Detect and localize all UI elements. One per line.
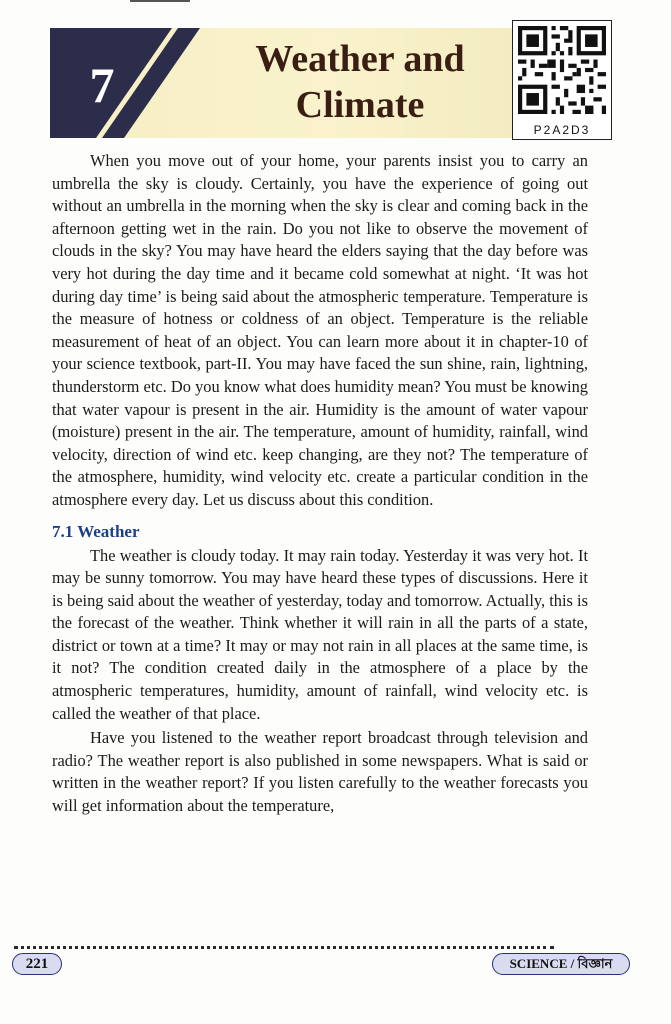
top-edge-mark	[130, 0, 190, 2]
section-heading-weather: 7.1 Weather	[52, 521, 140, 541]
chapter-title-line1: Weather and	[255, 38, 465, 80]
chapter-number: 7	[89, 57, 115, 113]
intro-paragraph: When you move out of your home, your parents insist you to carry an umbrella the sky is cloudy. Certainly, you have the experience of going out without an umbrella in the morning when the sky is clear and coming back in the afternoon getting wet in the rain. Do you not like to observe the movement of clouds in the sky? You may have heard the elders saying that the day before was very hot during the day time and it became cold somewhat at night. ‘It was hot during day time’ is being said about the atmospheric temperature. Temperature is the measure of hotness or coldness of an object. Temperature is the reliable measurement of heat of an object. You can learn more about it in chapter-10 of your science textbook, part-II. You may have faced the sun shine, rain, lightning, thunderstorm etc. Do you know what does humidity mean? You must be knowing that water vapour is present in the air. Humidity is the amount of water vapour (moisture) present in the air. The temperature, amount of humidity, rainfall, wind velocity, direction of wind etc. keep changing, are they not? The temperature of the atmosphere, humidity, wind velocity etc. create a particular condition in the atmosphere every day. Let us discuss about this condition.	[52, 151, 588, 509]
chapter-content	[52, 150, 588, 818]
page-number-badge: 221	[12, 953, 62, 975]
qr-code-icon	[518, 26, 606, 114]
weather-paragraph-2: Have you listened to the weather report broadcast through television and radio? The weather report is also published in some newspapers. What is said or written in the weather report? If you listen carefully to the weather forecasts you will get information about the temperature,	[52, 728, 588, 816]
chapter-header	[50, 28, 520, 138]
subject-badge: SCIENCE / বিজ্ঞান	[492, 953, 630, 975]
weather-paragraph-1: The weather is cloudy today. It may rain today. Yesterday it was very hot. It may be sunny tomorrow. You may have heard these types of discussions. Here it is being said about the weather of yesterday, today and tomorrow. Actually, this is the forecast of the weather. Think whether it will rain in all the parts of a state, district or town at a time? It may or may not rain in all places at the same time, is it not? The condition created daily in the atmosphere of a place by the atmospheric temperatures, humidity, amount of rainfall, wind velocity etc. is called the weather of that place.	[52, 545, 588, 723]
chapter-title-line2: Climate	[295, 84, 425, 126]
chapter-title	[220, 36, 500, 128]
qr-code[interactable]	[512, 20, 612, 140]
footer-dotted-rule	[14, 946, 554, 949]
qr-code-label: P2A2D3	[533, 123, 591, 137]
